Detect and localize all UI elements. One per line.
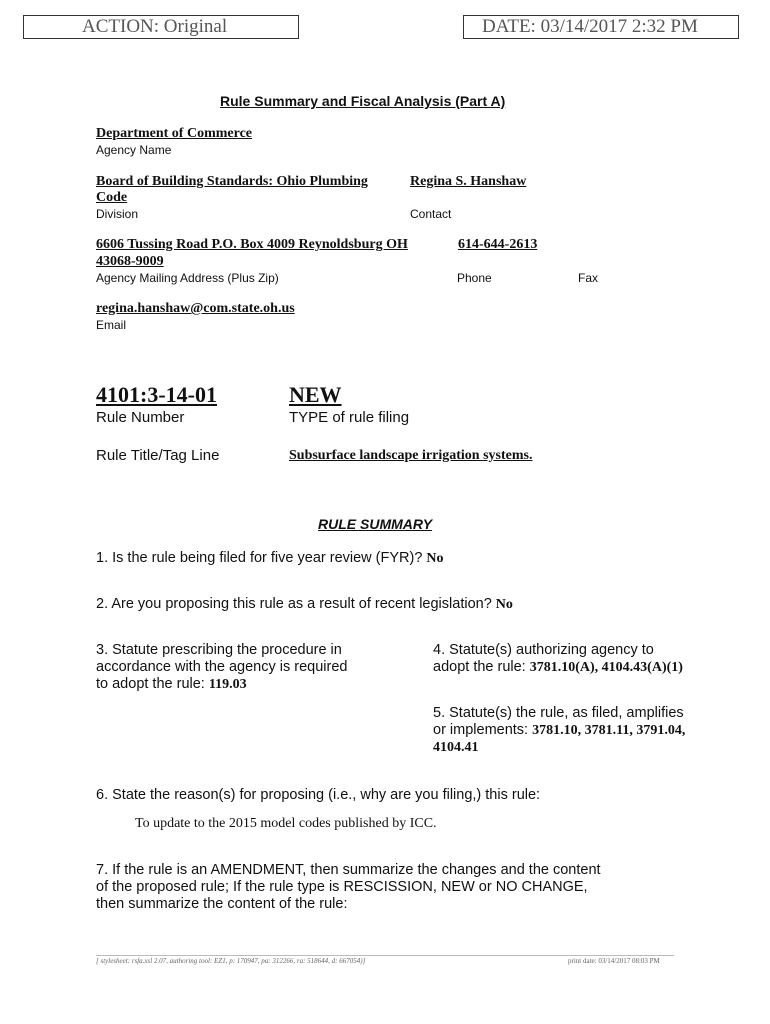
answer-6: To update to the 2015 model codes published by ICC. (135, 816, 437, 831)
rule-type: NEW (289, 382, 342, 407)
address-line2: 43068-9009 (96, 254, 164, 269)
rule-type-label: TYPE of rule filing (289, 409, 410, 426)
phone-label: Phone (457, 271, 492, 285)
rule-number-label: Rule Number (96, 409, 185, 426)
phone-value: 614-644-2613 (458, 237, 538, 252)
answer-5-line1: 3781.10, 3781.11, 3791.04, (532, 723, 686, 738)
answer-3: 119.03 (208, 677, 247, 692)
division-label: Division (96, 207, 139, 221)
question-5 (433, 705, 753, 756)
answer-1: No (426, 551, 444, 566)
question-3-line1: 3. Statute prescribing the procedure in (96, 642, 342, 658)
fax-label: Fax (578, 271, 599, 285)
date-text: DATE: 03/14/2017 2:32 PM (482, 16, 698, 37)
question-2 (96, 596, 513, 613)
action-box (23, 15, 299, 39)
agency-name-value: Department of Commerce (96, 126, 253, 141)
question-3-line3: to adopt the rule: (96, 676, 205, 692)
footer-stylesheet-info: [ stylesheet: rsfa.xsl 2.07, authoring tool: EZ1, p: 170947, pa: 312266, ra: 518644, d: 667054)] (96, 957, 366, 965)
rule-title-value: Subsurface landscape irrigation systems. (289, 448, 533, 463)
question-7 (96, 862, 601, 913)
address-line1: 6606 Tussing Road P.O. Box 4009 Reynoldsburg OH (96, 237, 408, 252)
division-value-line1: Board of Building Standards: Ohio Plumbing (96, 174, 368, 189)
rule-number: 4101:3-14-01 (96, 382, 217, 407)
question-4 (433, 642, 753, 676)
page-title: Rule Summary and Fiscal Analysis (Part A) (220, 93, 506, 109)
question-1 (96, 550, 444, 567)
question-1-text: 1. Is the rule being filed for five year review (FYR)? (96, 550, 423, 566)
contact-value: Regina S. Hanshaw (410, 174, 527, 189)
footer-print-date: print date: 03/14/2017 08:03 PM (568, 957, 660, 965)
question-2-text: 2. Are you proposing this rule as a result of recent legislation? (96, 596, 492, 612)
question-6: 6. State the reason(s) for proposing (i.e., why are you filing,) this rule: (96, 787, 541, 803)
question-5-line2: or implements: (433, 722, 529, 738)
address-label: Agency Mailing Address (Plus Zip) (96, 271, 279, 285)
rule-title-label: Rule Title/Tag Line (96, 447, 220, 464)
question-3 (96, 642, 396, 693)
contact-label: Contact (410, 207, 452, 221)
action-text: ACTION: Original (82, 16, 228, 37)
answer-2: No (495, 597, 513, 612)
answer-5-line2: 4104.41 (433, 740, 479, 755)
question-7-line2: of the proposed rule; If the rule type is RESCISSION, NEW or NO CHANGE, (96, 879, 588, 895)
footer-divider (96, 955, 674, 956)
rule-summary-heading: RULE SUMMARY (318, 516, 433, 532)
agency-name-label: Agency Name (96, 143, 172, 157)
question-4-line1: 4. Statute(s) authorizing agency to (433, 642, 654, 658)
question-3-line2: accordance with the agency is required (96, 659, 348, 675)
question-5-line1: 5. Statute(s) the rule, as filed, amplifies (433, 705, 684, 721)
question-7-line1: 7. If the rule is an AMENDMENT, then summarize the changes and the content (96, 862, 601, 878)
question-4-line2: adopt the rule: (433, 659, 526, 675)
answer-4: 3781.10(A), 4104.43(A)(1) (529, 660, 683, 675)
email-value: regina.hanshaw@com.state.oh.us (96, 301, 295, 316)
date-box (463, 15, 739, 39)
division-value-line2: Code (96, 190, 128, 205)
question-7-line3: then summarize the content of the rule: (96, 896, 348, 912)
email-label: Email (96, 318, 127, 332)
